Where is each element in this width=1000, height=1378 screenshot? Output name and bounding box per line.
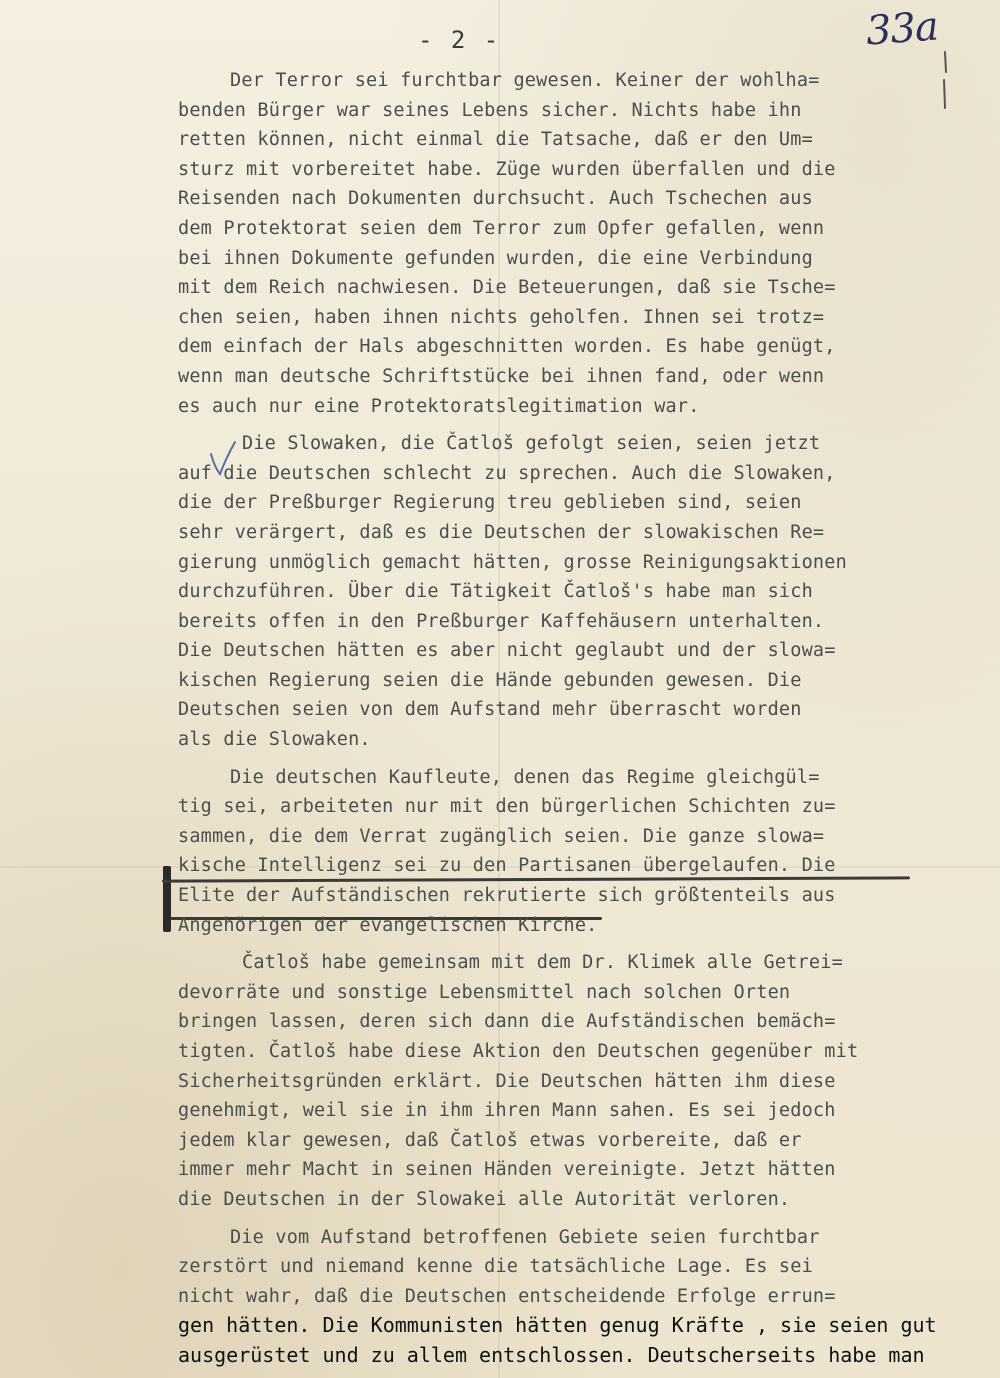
paragraph — [178, 429, 958, 755]
text-line: bei ihnen Dokumente gefunden wurden, die eine Verbindung — [178, 247, 813, 269]
text-line: sammen, die dem Verrat zugänglich seien. Die ganze slowa= — [178, 825, 825, 847]
text-line: Angehörigen der evangelischen Kirche. — [178, 914, 598, 936]
text-line: devorräte und sonstige Lebensmittel nach solchen Orten — [178, 981, 791, 1003]
text-line: Der Terror sei furchtbar gewesen. Keiner der wohlha= — [230, 70, 820, 91]
text-line: immer mehr Macht in seinen Händen vereinigte. Jetzt hätten — [178, 1159, 836, 1181]
text-line: Reisenden nach Dokumenten durchsucht. Auch Tschechen aus — [178, 188, 813, 210]
text-line: jedem klar gewesen, daß Čatloš etwas vorbereite, daß er — [178, 1129, 802, 1151]
text-line: Die Slowaken, die Čatloš gefolgt seien, seien jetzt — [242, 433, 821, 455]
text-line: die Deutschen in der Slowakei alle Autorität verloren. — [178, 1188, 791, 1210]
text-line: zerstört und niemand kenne die tatsächliche Lage. Es sei — [178, 1256, 813, 1278]
text-line: durchzuführen. Über die Tätigkeit Čatloš's habe man sich — [178, 581, 813, 603]
text-line: wenn man deutsche Schriftstücke bei ihnen fand, oder wenn — [178, 365, 825, 387]
text-line: kische Intelligenz sei zu den Partisanen übergelaufen. Die — [178, 855, 836, 877]
text-line: Deutschen seien von dem Aufstand mehr überrascht worden — [178, 699, 802, 721]
text-line: genehmigt, weil sie in ihm ihren Mann sahen. Es sei jedoch — [178, 1100, 836, 1122]
text-line: die der Preßburger Regierung treu geblieben sind, seien — [178, 492, 802, 514]
text-line: nicht wahr, daß die Deutschen entscheidende Erfolge errun= — [178, 1285, 836, 1307]
typewritten-text — [178, 66, 958, 1371]
text-line: bereits offen in den Preßburger Kaffehäusern unterhalten. — [178, 610, 825, 632]
text-line: Elite der Aufständischen rekrutierte sich größtenteils aus — [178, 885, 836, 907]
text-line: Sicherheitsgründen erklärt. Die Deutschen hätten ihm diese — [178, 1070, 836, 1092]
page-number: - 2 - — [418, 26, 501, 54]
text-line: tig sei, arbeiteten nur mit den bürgerlichen Schichten zu= — [178, 796, 836, 818]
text-line: chen seien, haben ihnen nichts geholfen. Ihnen sei trotz= — [178, 306, 825, 328]
text-line: gen hätten. Die Kommunisten hätten genug Kräfte , sie seien gut — [178, 1313, 937, 1338]
text-line: gierung unmöglich gemacht hätten, grosse Reinigungsaktionen — [178, 551, 847, 573]
text-line: retten können, nicht einmal die Tatsache, daß er den Um= — [178, 129, 813, 151]
text-line: Die vom Aufstand betroffenen Gebiete seien furchtbar — [230, 1226, 820, 1248]
text-line: mit dem Reich nachwiesen. Die Beteuerungen, daß sie Tsche= — [178, 277, 836, 299]
text-line: dem einfach der Hals abgeschnitten worden. Es habe genügt, — [178, 336, 836, 358]
text-line: Die deutschen Kaufleute, denen das Regime gleichgül= — [230, 766, 820, 788]
text-line: auf die Deutschen schlecht zu sprechen. Auch die Slowaken, — [178, 462, 836, 484]
paragraph — [178, 66, 958, 421]
text-line: bringen lassen, deren sich dann die Aufständischen bemäch= — [178, 1011, 836, 1033]
text-line: tigten. Čatloš habe diese Aktion den Deutschen gegenüber mit — [178, 1041, 859, 1062]
archive-number-handwritten: 33a — [864, 3, 940, 55]
text-line: benden Bürger war seines Lebens sicher. Nichts habe ihn — [178, 99, 802, 121]
text-line: es auch nur eine Protektoratslegitimation war. — [178, 395, 700, 417]
text-line: Die Deutschen hätten es aber nicht geglaubt und der slowa= — [178, 640, 836, 662]
text-line: sehr verärgert, daß es die Deutschen der slowakischen Re= — [178, 521, 825, 543]
text-line: kischen Regierung seien die Hände gebunden gewesen. Die — [178, 669, 802, 691]
margin-highlight-bar — [163, 866, 171, 932]
text-line: als die Slowaken. — [178, 729, 371, 751]
paragraph — [178, 948, 958, 1214]
text-line: dem Protektorat seien dem Terror zum Opfer gefallen, wenn — [178, 217, 825, 239]
text-line: Čatloš habe gemeinsam mit dem Dr. Klimek alle Getrei= — [242, 952, 843, 974]
paragraph — [178, 1223, 958, 1371]
text-line: ausgerüstet und zu allem entschlossen. Deutscherseits habe man — [178, 1342, 925, 1367]
text-line: sturz mit vorbereitet habe. Züge wurden überfallen und die — [178, 158, 836, 180]
paragraph — [178, 763, 958, 941]
